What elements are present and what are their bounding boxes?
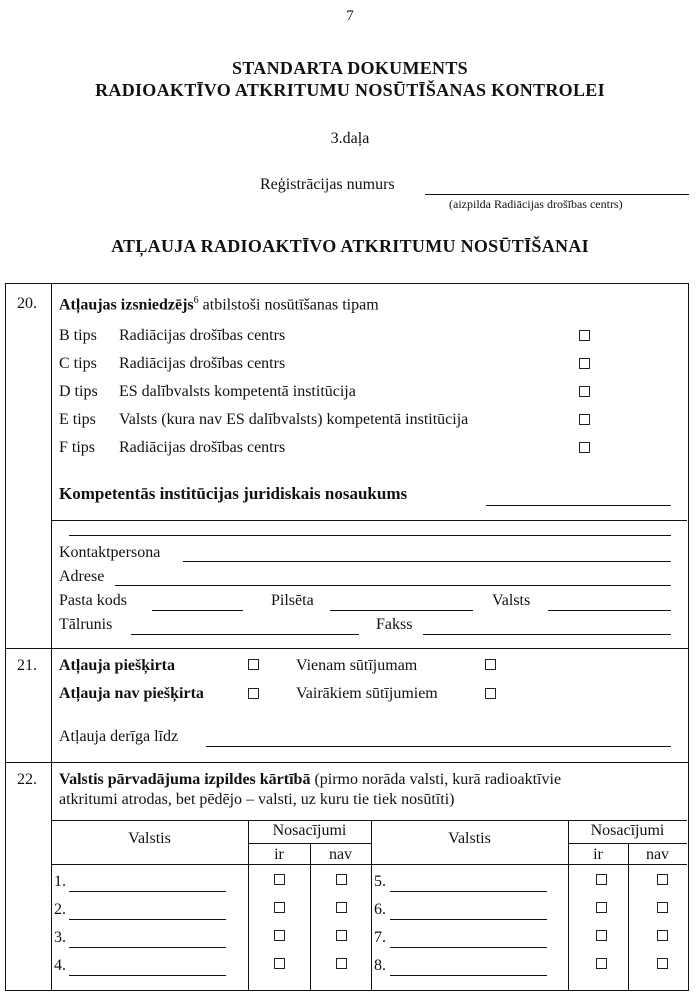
fax-field[interactable] — [423, 634, 671, 635]
type-f-checkbox[interactable] — [579, 442, 590, 453]
type-authority: Radiācijas drošības centrs — [119, 355, 286, 372]
countries-column-header: Valstis — [128, 830, 171, 847]
legal-name-label: Kompetentās institūcijas juridiskais nosaukums — [59, 484, 408, 503]
country-3-no-checkbox[interactable] — [336, 930, 347, 941]
country-6-no-checkbox[interactable] — [657, 902, 668, 913]
country-3-yes-checkbox[interactable] — [274, 930, 285, 941]
multiple-shipments-label: Vairākiem sūtījumiem — [296, 685, 438, 702]
type-code: B tips — [59, 327, 97, 344]
country-2-yes-checkbox[interactable] — [274, 902, 285, 913]
row-number: 7. — [374, 929, 386, 946]
city-label: Pilsēta — [271, 592, 314, 609]
document-title-line1: STANDARTA DOKUMENTS — [232, 58, 468, 78]
registration-label: Reģistrācijas numurs — [260, 176, 395, 193]
issuer-heading-bold: Atļaujas izsniedzējs — [59, 296, 194, 314]
country-4-no-checkbox[interactable] — [336, 958, 347, 969]
type-code: C tips — [59, 355, 97, 372]
row-number: 8. — [374, 957, 386, 974]
type-code: D tips — [59, 383, 98, 400]
multiple-shipments-checkbox[interactable] — [485, 688, 496, 699]
countries-column-header: Valstis — [448, 830, 491, 847]
section-22-heading-line2: atkritumi atrodas, bet pēdējo – valsti, uz kuru tie tiek nosūtīti) — [59, 791, 455, 808]
permit-not-granted-checkbox[interactable] — [248, 688, 259, 699]
row-number: 2. — [54, 901, 66, 918]
registration-note: (aizpilda Radiācijas drošības centrs) — [449, 197, 623, 211]
city-field[interactable] — [330, 610, 473, 611]
number-column-divider — [51, 283, 52, 991]
contact-person-label: Kontaktpersona — [59, 544, 161, 561]
legal-name-field[interactable] — [486, 505, 671, 506]
country-field[interactable] — [548, 610, 671, 611]
contact-person-field[interactable] — [183, 561, 671, 562]
country-2-no-checkbox[interactable] — [336, 902, 347, 913]
registration-number-field[interactable] — [425, 194, 689, 195]
type-code: F tips — [59, 439, 96, 456]
address-label: Adrese — [59, 568, 105, 585]
row-number: 5. — [374, 873, 386, 890]
country-7-no-checkbox[interactable] — [657, 930, 668, 941]
section-divider — [5, 648, 689, 649]
country-4-field[interactable] — [69, 975, 226, 976]
type-d-checkbox[interactable] — [579, 386, 590, 397]
section-20-heading — [59, 295, 379, 314]
row-number: 6. — [374, 901, 386, 918]
table-column-divider — [310, 843, 311, 990]
postal-code-field[interactable] — [152, 610, 243, 611]
phone-label: Tālrunis — [59, 616, 113, 633]
postal-code-label: Pasta kods — [59, 592, 127, 609]
type-authority: Valsts (kura nav ES dalībvalsts) kompetentā institūcija — [119, 411, 469, 428]
no-column-header: nav — [328, 846, 353, 863]
address-field[interactable] — [115, 585, 671, 586]
conditions-column-header: Nosacījumi — [272, 822, 347, 839]
table-top-border — [51, 820, 687, 821]
row-number: 4. — [54, 957, 66, 974]
table-header-bottom-border — [51, 864, 687, 865]
country-1-field[interactable] — [69, 891, 226, 892]
permit-not-granted-label: Atļauja nav piešķirta — [59, 685, 204, 702]
no-column-header: nav — [645, 846, 670, 863]
type-code: E tips — [59, 411, 96, 428]
type-c-checkbox[interactable] — [579, 358, 590, 369]
country-8-yes-checkbox[interactable] — [596, 958, 607, 969]
type-authority: Radiācijas drošības centrs — [119, 439, 286, 456]
section-divider — [5, 762, 689, 763]
single-shipment-label: Vienam sūtījumam — [296, 657, 418, 674]
page-number: 7 — [346, 8, 354, 24]
part-label: 3.daļa — [330, 130, 370, 147]
table-column-divider — [628, 843, 629, 990]
single-shipment-checkbox[interactable] — [485, 659, 496, 670]
legal-name-field-line2[interactable] — [69, 535, 671, 536]
country-7-field[interactable] — [390, 947, 547, 948]
country-1-yes-checkbox[interactable] — [274, 874, 285, 885]
country-4-yes-checkbox[interactable] — [274, 958, 285, 969]
issuer-heading-rest: atbilstoši nosūtīšanas tipam — [198, 296, 379, 314]
type-authority: ES dalībvalsts kompetentā institūcija — [119, 383, 356, 400]
countries-heading-rest: (pirmo norāda valsti, kurā radioaktīvie — [310, 771, 562, 788]
type-e-checkbox[interactable] — [579, 414, 590, 425]
conditions-column-header: Nosacījumi — [590, 822, 665, 839]
country-5-no-checkbox[interactable] — [657, 874, 668, 885]
country-1-no-checkbox[interactable] — [336, 874, 347, 885]
row-number: 3. — [54, 929, 66, 946]
fax-label: Fakss — [376, 616, 413, 633]
valid-until-field[interactable] — [206, 746, 671, 747]
country-5-yes-checkbox[interactable] — [596, 874, 607, 885]
type-b-checkbox[interactable] — [579, 330, 590, 341]
document-title-line2: RADIOAKTĪVO ATKRITUMU NOSŪTĪŠANAS KONTROLEI — [95, 80, 605, 100]
section-20-number: 20. — [17, 295, 37, 312]
divider — [51, 520, 687, 521]
countries-heading-bold: Valstis pārvadājuma izpildes kārtībā — [59, 771, 311, 788]
phone-field[interactable] — [131, 634, 359, 635]
country-8-field[interactable] — [390, 975, 547, 976]
permit-granted-label: Atļauja piešķirta — [59, 657, 175, 674]
yes-column-header: ir — [274, 846, 284, 863]
country-3-field[interactable] — [69, 947, 226, 948]
section-22-number: 22. — [17, 771, 37, 788]
permit-granted-checkbox[interactable] — [248, 659, 259, 670]
country-7-yes-checkbox[interactable] — [596, 930, 607, 941]
country-label: Valsts — [492, 592, 531, 609]
country-6-field[interactable] — [390, 919, 547, 920]
section-22-heading — [59, 771, 561, 789]
country-8-no-checkbox[interactable] — [657, 958, 668, 969]
permit-title: ATĻAUJA RADIOAKTĪVO ATKRITUMU NOSŪTĪŠANAI — [111, 236, 589, 256]
type-authority: Radiācijas drošības centrs — [119, 327, 286, 344]
section-21-number: 21. — [17, 657, 37, 674]
row-number: 1. — [54, 873, 66, 890]
yes-column-header: ir — [593, 846, 603, 863]
country-2-field[interactable] — [69, 919, 226, 920]
country-6-yes-checkbox[interactable] — [596, 902, 607, 913]
country-5-field[interactable] — [390, 891, 547, 892]
footnote-marker: 6 — [193, 295, 199, 306]
valid-until-label: Atļauja derīga līdz — [59, 728, 179, 745]
